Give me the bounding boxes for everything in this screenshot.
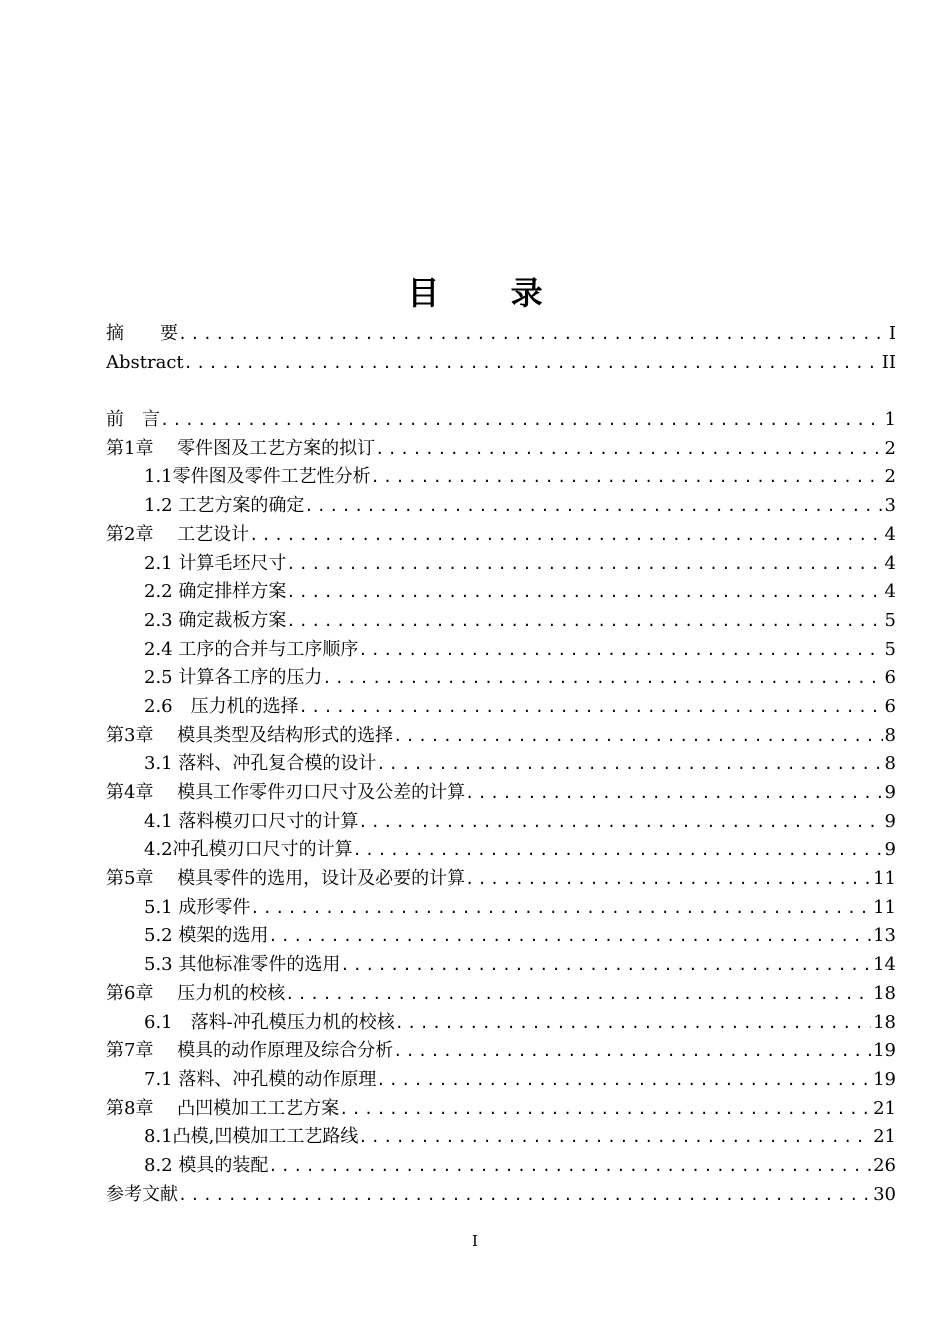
toc-entry[interactable] [106,1095,896,1124]
toc-subentry[interactable] [106,1123,896,1152]
toc-entry-page: 9 [884,839,896,861]
toc-leader-dots [268,1152,871,1181]
toc-entry-label: 5.2 模架的选用 [144,925,269,947]
toc-leader-dots [160,406,883,435]
toc-entry-label: 2.4 工序的合并与工序顺序 [144,638,359,660]
toc-subentry[interactable] [106,836,896,865]
toc-subentry[interactable] [106,808,896,837]
toc-entry[interactable] [106,1037,896,1066]
toc-entry-label: 2.6 压力机的选择 [144,695,299,717]
toc-entry-label: 8.2 模具的装配 [144,1154,269,1176]
toc-leader-dots [249,521,882,550]
toc-leader-dots [340,951,871,980]
toc-entry-label: 4.1 落料模刃口尺寸的计算 [144,810,359,832]
toc-entry[interactable] [106,1181,896,1210]
toc-leader-dots [371,463,883,492]
toc-entry-page: 4 [884,552,896,574]
toc-entry-label: 2.5 计算各工序的压力 [144,667,323,689]
toc-entry[interactable] [106,349,896,378]
toc-entry-label: 第4章 模具工作零件刃口尺寸及公差的计算 [106,782,466,803]
table-of-contents [106,320,896,1209]
toc-entry-page: 3 [884,495,896,517]
toc-entry-label: 第2章 工艺设计 [106,523,250,545]
toc-entry-label: 3.1 落料、冲孔复合模的设计 [144,753,377,775]
toc-leader-dots [250,894,871,923]
toc-entry-page: 8 [884,753,896,775]
toc-entry-label: Abstract [106,351,184,373]
toc-entry-page: 8 [884,724,896,746]
toc-leader-dots [285,980,871,1009]
toc-entry[interactable] [106,722,896,751]
toc-entry-page: 14 [873,954,896,976]
toc-entry-page: 9 [884,782,896,803]
toc-subentry[interactable] [106,1152,896,1181]
toc-entry-page: 1 [884,409,896,431]
toc-leader-dots [358,636,882,665]
toc-entry-page: I [888,323,896,344]
toc-entry-page: II [881,351,896,373]
toc-leader-dots [393,1037,871,1066]
toc-subentry[interactable] [106,693,896,722]
toc-subentry[interactable] [106,750,896,779]
toc-entry-label: 5.1 成形零件 [144,896,251,918]
toc-entry-page: 5 [884,609,896,631]
toc-leader-dots [178,1181,871,1210]
toc-leader-dots [286,550,882,579]
toc-leader-dots [393,722,882,751]
toc-entry[interactable] [106,779,896,808]
toc-entry-page: 13 [873,925,896,947]
toc-entry-page: 6 [884,695,896,717]
toc-entry-label: 8.1凸模,凹模加工工艺路线 [144,1126,359,1148]
toc-leader-dots [375,435,882,464]
toc-entry-label: 第1章 零件图及工艺方案的拟订 [106,437,376,459]
toc-subentry[interactable] [106,607,896,636]
toc-entry-page: 4 [884,523,896,545]
toc-leader-dots [358,1123,871,1152]
toc-leader-dots [286,607,882,636]
toc-entry[interactable] [106,406,896,435]
toc-leader-dots [465,779,882,808]
toc-leader-dots [322,664,882,693]
toc-entry-label: 2.1 计算毛坯尺寸 [144,552,287,574]
toc-subentry[interactable] [106,951,896,980]
toc-leader-dots [353,836,883,865]
toc-leader-dots [286,578,882,607]
toc-leader-dots [376,1066,871,1095]
toc-subentry[interactable] [106,1009,896,1038]
toc-subentry[interactable] [106,664,896,693]
page-number-footer: I [472,1232,478,1250]
toc-entry-label: 第5章 模具零件的选用，设计及必要的计算 [106,868,466,890]
toc-entry-page: 9 [884,810,896,832]
toc-entry-page: 4 [884,581,896,603]
toc-entry-page: 18 [873,982,896,1004]
toc-entry-label: 第7章 模具的动作原理及综合分析 [106,1040,394,1062]
toc-leader-dots [304,492,882,521]
toc-entry-label: 7.1 落料、冲孔模的动作原理 [144,1068,377,1090]
toc-entry-page: 19 [873,1068,896,1090]
toc-entry-label: 前 言 [106,409,160,431]
toc-entry-label: 4.2冲孔模刃口尺寸的计算 [144,839,353,861]
toc-entry-page: 2 [884,466,896,488]
toc-entry-label: 摘 要 [106,323,178,344]
toc-entry[interactable] [106,980,896,1009]
toc-entry-label: 2.3 确定裁板方案 [144,609,287,631]
toc-leader-dots [358,808,882,837]
toc-subentry[interactable] [106,894,896,923]
toc-entry-page: 18 [873,1011,896,1033]
toc-entry-label: 第3章 模具类型及结构形式的选择 [106,724,394,746]
toc-entry[interactable] [106,435,896,464]
toc-entry[interactable] [106,865,896,894]
toc-leader-dots [339,1095,871,1124]
toc-leader-dots [178,320,887,349]
toc-entry[interactable] [106,521,896,550]
toc-entry-page: 21 [873,1126,896,1148]
toc-entry-page: 11 [873,896,896,918]
toc-leader-dots [395,1009,871,1038]
toc-entry-page: 30 [873,1183,896,1205]
page-title: 目 录 [407,274,573,312]
toc-entry-label: 2.2 确定排样方案 [144,581,287,603]
toc-entry-page: 26 [873,1154,896,1176]
toc-subentry[interactable] [106,1066,896,1095]
toc-entry[interactable] [106,320,896,349]
toc-entry-label: 5.3 其他标准零件的选用 [144,954,341,976]
toc-entry-label: 参考文献 [106,1183,178,1205]
toc-leader-dots [299,693,883,722]
toc-entry-label: 6.1 落料-冲孔模压力机的校核 [144,1011,395,1033]
toc-subentry[interactable] [106,550,896,579]
toc-leader-dots [268,922,871,951]
toc-leader-dots [184,349,880,378]
toc-leader-dots [376,750,882,779]
toc-entry-page: 11 [873,868,896,890]
toc-subentry[interactable] [106,492,896,521]
toc-entry-page: 19 [873,1040,896,1062]
toc-entry-page: 2 [884,437,896,459]
toc-entry-label: 1.1零件图及零件工艺性分析 [144,466,371,488]
toc-subentry[interactable] [106,636,896,665]
toc-subentry[interactable] [106,463,896,492]
toc-entry-label: 第6章 压力机的校核 [106,982,286,1004]
toc-leader-dots [465,865,871,894]
toc-subentry[interactable] [106,578,896,607]
toc-subentry[interactable] [106,922,896,951]
toc-entry-label: 1.2 工艺方案的确定 [144,495,305,517]
toc-entry-page: 21 [873,1097,896,1119]
toc-entry-label: 第8章 凸凹模加工工艺方案 [106,1097,340,1119]
toc-entry-page: 5 [884,638,896,660]
toc-entry-page: 6 [884,667,896,689]
